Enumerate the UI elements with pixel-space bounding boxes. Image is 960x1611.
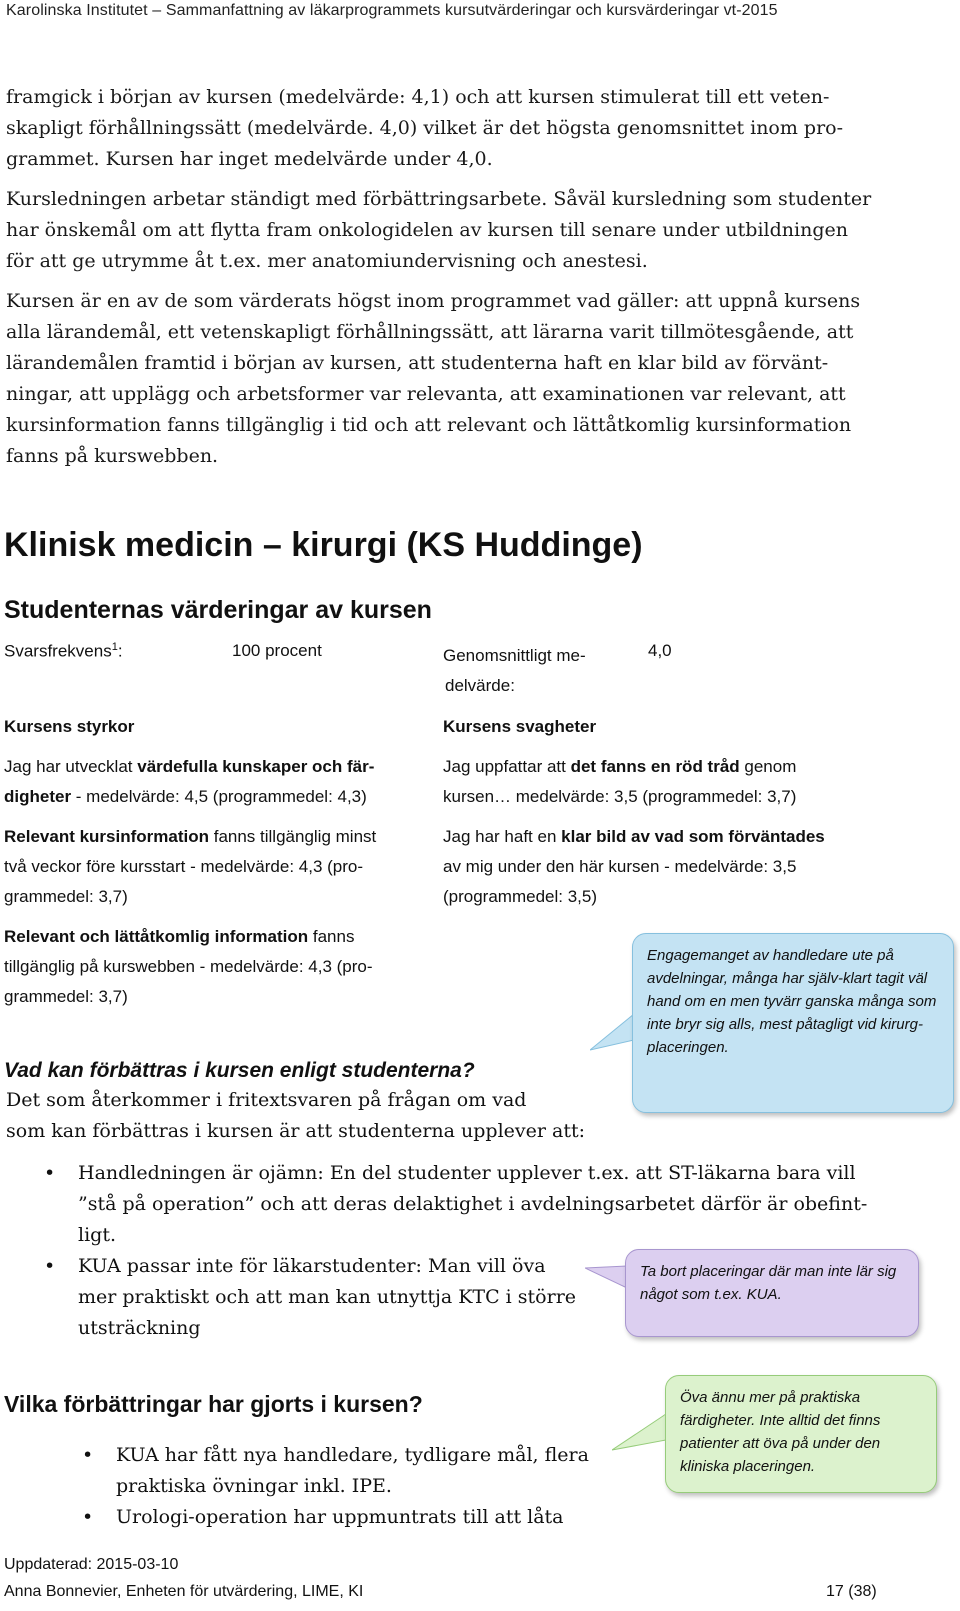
average-label-line: delvärde: xyxy=(445,676,515,695)
text-line: som kan förbättras i kursen är att studenterna upplever att: xyxy=(6,1120,585,1142)
text-line: framgick i början av kursen (medelvärde: 4,1) och att kursen stimulerat till ett veten- xyxy=(6,86,830,108)
text-line: tillgänglig på kurswebben - medelvärde: 4,3 (pro- xyxy=(4,957,373,976)
text-span-bold: klar bild av vad som förväntades xyxy=(561,827,825,846)
text-line: kursinformation fanns tillgänglig i tid och att relevant och lättåtkomlig kursinformation xyxy=(6,414,852,436)
text-line: har önskemål om att flytta fram onkologidelen av kursen till senare under utbildningen xyxy=(6,219,848,241)
text-span: Jag har utvecklat xyxy=(4,757,138,776)
response-rate-text: Svarsfrekvens xyxy=(4,641,112,661)
intro-paragraph-1 xyxy=(6,82,926,175)
text-line: grammedel: 3,7) xyxy=(4,987,128,1006)
improve-intro xyxy=(6,1085,585,1147)
bullet-icon: • xyxy=(44,1162,56,1184)
text-line: Handledningen är ojämn: En del studenter upplever t.ex. att ST-läkarna bara vill xyxy=(78,1162,856,1184)
intro-paragraph-3 xyxy=(6,286,926,472)
callout-practice-comment: Öva ännu mer på praktiska färdigheter. Inte alltid det finns patienter att öva på under den kliniska placeringen. xyxy=(665,1375,937,1493)
response-rate-label xyxy=(4,641,123,662)
list-item xyxy=(82,1502,616,1533)
strength-item xyxy=(4,922,434,1012)
text-line: skapligt förhållningssätt (medelvärde. 4,0) vilket är det högsta genomsnittet inom pro- xyxy=(6,117,844,139)
text-span: fanns xyxy=(308,927,355,946)
text-span: fanns tillgänglig minst xyxy=(209,827,377,846)
improve-heading: Vad kan förbättras i kursen enligt studenterna? xyxy=(4,1059,475,1082)
text-span: Jag uppfattar att xyxy=(443,757,571,776)
text-line: ningar, att upplägg och arbetsformer var relevanta, att examinationen var relevant, att xyxy=(6,383,846,405)
weakness-item xyxy=(443,752,943,812)
section-title: Klinisk medicin – kirurgi (KS Huddinge) xyxy=(4,526,643,564)
text-line: utsträckning xyxy=(78,1317,201,1339)
strength-item xyxy=(4,822,434,912)
text-span: genom xyxy=(739,757,797,776)
weaknesses-heading: Kursens svagheter xyxy=(443,717,597,736)
text-span-bold: Relevant kursinformation xyxy=(4,827,209,846)
weaknesses-column xyxy=(443,712,943,912)
bullet-icon: • xyxy=(82,1444,94,1466)
text-line: fanns på kurswebben. xyxy=(6,445,219,467)
callout-pointer-purple xyxy=(585,1262,629,1302)
strength-item xyxy=(4,752,434,812)
callout-pointer-blue xyxy=(590,1010,638,1060)
text-line: Kursen är en av de som värderats högst inom programmet vad gäller: att uppnå kursens xyxy=(6,290,861,312)
page-header: Karolinska Institutet – Sammanfattning av läkarprogrammets kursutvärderingar och kursvärderingar vt-2015 xyxy=(6,2,778,19)
text-line: av mig under den här kursen - medelvärde: 3,5 xyxy=(443,857,797,876)
subsection-title: Studenternas värderingar av kursen xyxy=(4,596,432,624)
average-label-line: Genomsnittligt me- xyxy=(443,646,586,665)
page-number: 17 (38) xyxy=(826,1583,877,1600)
text-span-bold: det fanns en röd tråd xyxy=(570,757,740,776)
text-line: ligt. xyxy=(78,1224,116,1246)
footnote-marker: 1 xyxy=(111,641,118,653)
text-span: - medelvärde: 4,5 (programmedel: 4,3) xyxy=(71,787,367,806)
text-span-bold: digheter xyxy=(4,787,72,806)
text-line: för att ge utrymme åt t.ex. mer anatomiundervisning och anestesi. xyxy=(6,250,648,272)
footer-updated: Uppdaterad: 2015-03-10 xyxy=(4,1556,179,1573)
text-line: två veckor före kursstart - medelvärde: 4,3 (pro- xyxy=(4,857,364,876)
bullet-icon: • xyxy=(44,1255,56,1277)
response-rate-value: 100 procent xyxy=(232,641,322,660)
text-line: Urologi-operation har uppmuntrats till att låta xyxy=(116,1506,564,1528)
response-rate-colon: : xyxy=(117,641,123,661)
done-heading: Vilka förbättringar har gjorts i kursen? xyxy=(4,1391,423,1417)
bullet-icon: • xyxy=(82,1506,94,1528)
text-line: grammedel: 3,7) xyxy=(4,887,128,906)
callout-supervision-comment: Engagemanget av handledare ute på avdelningar, många har själv-klart tagit väl hand om en men tyvärr ganska många som inte bryr sig alls, mest påtagligt vid kirurg-placeringen. xyxy=(632,933,954,1113)
weakness-item xyxy=(443,822,943,912)
strengths-heading: Kursens styrkor xyxy=(4,717,135,736)
text-line: Det som återkommer i fritextsvaren på frågan om vad xyxy=(6,1089,527,1111)
text-line: lärandemålen framtid i början av kursen, att studenterna haft en klar bild av förvänt- xyxy=(6,352,829,374)
text-span-bold: värdefulla kunskaper och fär- xyxy=(137,757,375,776)
text-line: praktiska övningar inkl. IPE. xyxy=(116,1475,392,1497)
text-line: ”stå på operation” och att deras delaktighet i avdelningsarbetet därför är obefint- xyxy=(78,1193,868,1215)
footer-author: Anna Bonnevier, Enheten för utvärdering, LIME, KI xyxy=(4,1583,364,1600)
text-line: Kursledningen arbetar ständigt med förbättringsarbete. Såväl kursledning som studenter xyxy=(6,188,872,210)
text-line: alla lärandemål, ett vetenskapligt förhållningssätt, att lärarna varit tillmötesgående, att xyxy=(6,321,854,343)
text-span: Jag har haft en xyxy=(443,827,562,846)
strengths-column xyxy=(4,712,434,1012)
text-line: mer praktiskt och att man kan utnyttja KTC i större xyxy=(78,1286,577,1308)
text-span-bold: Relevant och lättåtkomlig information xyxy=(4,927,309,946)
text-line: KUA passar inte för läkarstudenter: Man vill öva xyxy=(78,1255,546,1277)
list-item xyxy=(82,1440,616,1502)
text-line: grammet. Kursen har inget medelvärde under 4,0. xyxy=(6,148,493,170)
text-line: KUA har fått nya handledare, tydligare mål, flera xyxy=(116,1444,589,1466)
average-value: 4,0 xyxy=(648,641,672,660)
callout-pointer-green xyxy=(612,1410,668,1460)
list-item xyxy=(44,1158,928,1251)
text-line: kursen… medelvärde: 3,5 (programmedel: 3,7) xyxy=(443,787,797,806)
text-line: (programmedel: 3,5) xyxy=(443,887,598,906)
average-label xyxy=(443,641,586,701)
callout-kua-comment: Ta bort placeringar där man inte lär sig något som t.ex. KUA. xyxy=(625,1249,919,1337)
intro-paragraph-2 xyxy=(6,184,926,277)
done-bullet-list xyxy=(82,1440,616,1533)
